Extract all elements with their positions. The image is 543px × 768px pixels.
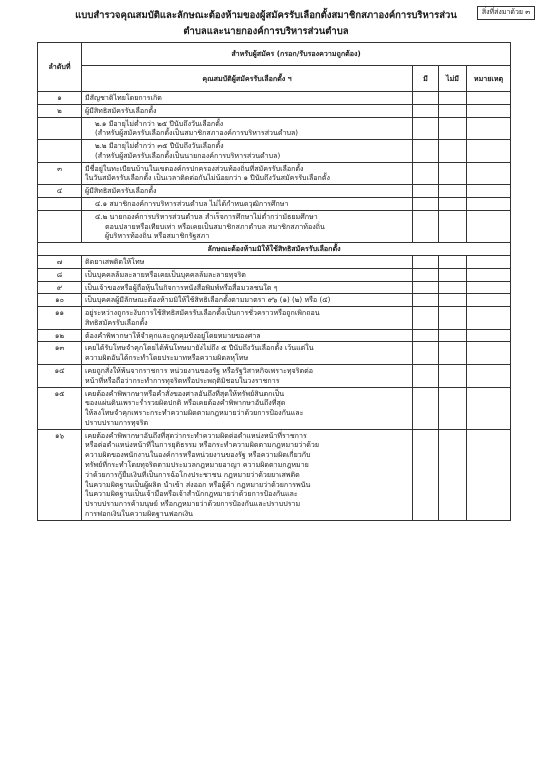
qualification-text <box>82 140 413 163</box>
row-number <box>38 210 82 242</box>
qualification-text <box>82 185 413 198</box>
header-row-1 <box>38 43 511 66</box>
text-line: ปราบปรามการค้ามนุษย์ หรือกฎหมายว่าด้วยการป้องกันและปราบปราม <box>85 499 301 509</box>
row-number <box>38 117 82 140</box>
document-title-line2: ตำบลและนายกองค์การบริหารส่วนตำบล <box>183 26 349 37</box>
qualification-text <box>82 329 413 342</box>
row-number: ๑๓ <box>38 342 82 365</box>
remark-cell[interactable] <box>467 185 511 198</box>
no-cell[interactable] <box>439 268 467 281</box>
remark-cell[interactable] <box>467 307 511 330</box>
row-number: ๑๐ <box>38 294 82 307</box>
row-number: ๑๕ <box>38 387 82 429</box>
attachment-badge: สิ่งที่ส่งมาด้วย ๓ <box>477 6 535 20</box>
qualification-text <box>82 198 413 211</box>
table-row <box>38 281 511 294</box>
text-line: เคยต้องคำพิพากษาหรือคำสั่งของศาลอันถึงที่สุดให้ทรัพย์สินตกเป็น <box>85 388 285 398</box>
row-number: ๔ <box>38 185 82 198</box>
remark-cell[interactable] <box>467 162 511 185</box>
header-qualification: คุณสมบัติผู้สมัครรับเลือกตั้ง ฯ <box>82 66 413 92</box>
yes-cell[interactable] <box>413 140 439 163</box>
yes-cell[interactable] <box>413 342 439 365</box>
remark-cell[interactable] <box>467 342 511 365</box>
table-row <box>38 342 511 365</box>
remark-cell[interactable] <box>467 429 511 520</box>
qualification-text <box>82 162 413 185</box>
text-line: หรือต่อตำแหน่งหน้าที่ในการยุติธรรม หรือกระทำความผิดตามกฎหมายว่าด้วย <box>85 440 319 450</box>
no-cell[interactable] <box>439 210 467 242</box>
remark-cell[interactable] <box>467 329 511 342</box>
no-cell[interactable] <box>439 198 467 211</box>
remark-cell[interactable] <box>467 92 511 105</box>
row-number: ๙ <box>38 281 82 294</box>
text-line: ปราบปรามการทุจริต <box>85 417 149 427</box>
text-line: ต้องคำพิพากษาให้จำคุกและถูกคุมขังอยู่โดยหมายของศาล <box>85 330 261 340</box>
qualification-text <box>82 255 413 268</box>
yes-cell[interactable] <box>413 281 439 294</box>
row-number: ๑ <box>38 92 82 105</box>
qualification-text <box>82 364 413 387</box>
table-row <box>38 268 511 281</box>
row-number: ๑๒ <box>38 329 82 342</box>
header-remark: หมายเหตุ <box>467 66 511 92</box>
table-row <box>38 162 511 185</box>
text-line: สิทธิสมัครรับเลือกตั้ง <box>85 317 148 327</box>
yes-cell[interactable] <box>413 117 439 140</box>
no-cell[interactable] <box>439 342 467 365</box>
no-cell[interactable] <box>439 92 467 105</box>
text-line: การฟอกเงินในความผิดฐานฟอกเงิน <box>85 508 193 518</box>
text-line: ผู้มีสิทธิสมัครรับเลือกตั้ง <box>85 186 157 196</box>
yes-cell[interactable] <box>413 429 439 520</box>
text-line: ของแผ่นดินเพราะร่ำรวยผิดปกติ หรือเคยต้องคำพิพากษาอันถึงที่สุด <box>85 398 286 408</box>
yes-cell[interactable] <box>413 92 439 105</box>
text-line: เคยถูกสั่งให้พ้นจากราชการ หน่วยงานของรัฐ หรือรัฐวิสาหกิจเพราะทุจริตต่อ <box>85 365 313 375</box>
table-row <box>38 104 511 117</box>
yes-cell[interactable] <box>413 268 439 281</box>
remark-cell[interactable] <box>467 117 511 140</box>
no-cell[interactable] <box>439 281 467 294</box>
yes-cell[interactable] <box>413 210 439 242</box>
remark-cell[interactable] <box>467 294 511 307</box>
qualification-text <box>82 294 413 307</box>
qualification-text <box>82 307 413 330</box>
qualification-text <box>82 281 413 294</box>
text-line: เป็นบุคคลผู้มีลักษณะต้องห้ามมิให้ใช้สิทธิเลือกตั้งตามมาตรา ๙๖ (๑) (๒) หรือ (๔) <box>85 295 331 305</box>
text-line: ๒.๒ มีอายุไม่ต่ำกว่า ๓๕ ปีนับถึงวันเลือกตั้ง <box>95 141 224 151</box>
table-row <box>38 364 511 387</box>
remark-cell[interactable] <box>467 281 511 294</box>
table-row <box>38 210 511 242</box>
yes-cell[interactable] <box>413 198 439 211</box>
text-line: มีสัญชาติไทยโดยการเกิด <box>85 93 162 102</box>
text-line: ผู้มีสิทธิสมัครรับเลือกตั้ง <box>85 105 157 115</box>
no-cell[interactable] <box>439 294 467 307</box>
text-line: หน้าที่หรือถือว่ากระทำการทุจริตหรือประพฤติมิชอบในวงราชการ <box>85 375 280 385</box>
yes-cell[interactable] <box>413 104 439 117</box>
text-line: ตอนปลายหรือเทียบเท่า หรือเคยเป็นสมาชิกสภาตำบล สมาชิกสภาท้องถิ่น <box>105 221 325 231</box>
table-row <box>38 255 511 268</box>
table-row <box>38 387 511 429</box>
qualification-text <box>82 387 413 429</box>
qualification-text <box>82 92 413 105</box>
row-number: ๓ <box>38 162 82 185</box>
row-number: ๗ <box>38 255 82 268</box>
header-applicant-group: สำหรับผู้สมัคร (กรอก/รับรองความถูกต้อง) <box>82 43 511 66</box>
table-row <box>38 92 511 105</box>
text-line: ให้ลงโทษจำคุกเพราะกระทำความผิดตามกฎหมายว่าด้วยการป้องกันและ <box>85 408 304 418</box>
document-title-line1: แบบสำรวจคุณสมบัติและลักษณะต้องห้ามของผู้สมัครรับเลือกตั้งสมาชิกสภาองค์การบริหารส่วน <box>75 10 457 21</box>
qualification-text <box>82 104 413 117</box>
remark-cell[interactable] <box>467 255 511 268</box>
remark-cell[interactable] <box>467 140 511 163</box>
no-cell[interactable] <box>439 307 467 330</box>
text-line: ความผิดอันได้กระทำโดยประมาทหรือความผิดลหุโทษ <box>85 353 249 363</box>
qualification-text <box>82 429 413 520</box>
no-cell[interactable] <box>439 255 467 268</box>
text-line: เป็นบุคคลล้มละลายหรือเคยเป็นบุคคลล้มละลายทุจริต <box>85 269 246 279</box>
yes-cell[interactable] <box>413 329 439 342</box>
yes-cell[interactable] <box>413 162 439 185</box>
table-row <box>38 307 511 330</box>
yes-cell[interactable] <box>413 307 439 330</box>
table-row <box>38 294 511 307</box>
text-line: เคยต้องคำพิพากษาอันถึงที่สุดว่ากระทำความผิดต่อตำแหน่งหน้าที่ราชการ <box>85 430 307 440</box>
remark-cell[interactable] <box>467 268 511 281</box>
header-yes: มี <box>413 66 439 92</box>
remark-cell[interactable] <box>467 210 511 242</box>
row-number <box>38 140 82 163</box>
text-line: มีชื่อยู่ในทะเบียนบ้านในเขตองค์กรปกครองส่วนท้องถิ่นที่สมัครรับเลือกตั้ง <box>85 163 304 173</box>
remark-cell[interactable] <box>467 387 511 429</box>
yes-cell[interactable] <box>413 294 439 307</box>
qualification-text <box>82 342 413 365</box>
text-line: อยู่ระหว่างถูกระงับการใช้สิทธิสมัครรับเลือกตั้งเป็นการชั่วคราวหรือถูกเพิกถอน <box>85 308 320 318</box>
yes-cell[interactable] <box>413 387 439 429</box>
table-body <box>38 92 511 521</box>
text-line: ๒.๑ มีอายุไม่ต่ำกว่า ๒๕ ปีนับถึงวันเลือกตั้ง <box>95 118 224 128</box>
header-no: ไม่มี <box>439 66 467 92</box>
header-order: ลำดับที่ <box>38 43 82 92</box>
remark-cell[interactable] <box>467 364 511 387</box>
no-cell[interactable] <box>439 185 467 198</box>
text-line: ๔.๒ นายกองค์การบริหารส่วนตำบล สำเร็จการศึกษาไม่ต่ำกว่ามัธยมศึกษา <box>95 211 318 221</box>
text-line: ทรัพย์ที่กระทำโดยทุจริตตามประมวลกฎหมายอาญา ความผิดตามกฎหมาย <box>85 460 309 469</box>
qualification-table <box>37 42 511 521</box>
table-row <box>38 140 511 163</box>
remark-cell[interactable] <box>467 104 511 117</box>
yes-cell[interactable] <box>413 364 439 387</box>
yes-cell[interactable] <box>413 185 439 198</box>
table-row <box>38 429 511 520</box>
text-line: ในความผิดฐานเป็นผู้ผลิต นำเข้า ส่งออก หรือผู้ค้า กฎหมายว่าด้วยการพนัน <box>85 479 311 489</box>
text-line: ผู้บริหารท้องถิ่น หรือสมาชิกรัฐสภา <box>105 231 210 241</box>
no-cell[interactable] <box>439 329 467 342</box>
text-line: ติดยาเสพติดให้โทษ <box>85 256 145 266</box>
table-row <box>38 185 511 198</box>
no-cell[interactable] <box>439 364 467 387</box>
no-cell[interactable] <box>439 104 467 117</box>
text-line: เป็นเจ้าของหรือผู้ถือหุ้นในกิจการหนังสือพิมพ์หรือสื่อมวลชนใด ๆ <box>85 282 278 292</box>
text-line: เคยได้รับโทษจำคุกโดยได้พ้นโทษมายังไม่ถึง ๕ ปีนับถึงวันเลือกตั้ง เว้นแต่ใน <box>85 343 314 353</box>
text-line: ความผิดของพนักงานในองค์การหรือหน่วยงานของรัฐ หรือความผิดเกี่ยวกับ <box>85 450 311 460</box>
row-number: ๑๑ <box>38 307 82 330</box>
row-number: ๑๖ <box>38 429 82 520</box>
row-number <box>38 198 82 211</box>
qualification-text <box>82 117 413 140</box>
no-cell[interactable] <box>439 140 467 163</box>
text-line: ในวันสมัครรับเลือกตั้ง เป็นเวลาติดต่อกันไม่น้อยกว่า ๑ ปีนับถึงวันสมัครรับเลือกตั้ง <box>85 173 330 183</box>
text-line: ว่าด้วยการกู้ยืมเงินที่เป็นการฉ้อโกงประชาชน กฎหมายว่าด้วยยาเสพติด <box>85 469 300 479</box>
text-line: (สำหรับผู้สมัครรับเลือกตั้งเป็นสมาชิกสภาองค์การบริหารส่วนตำบล) <box>95 128 299 138</box>
header-row-2 <box>38 66 511 92</box>
row-number: ๘ <box>38 268 82 281</box>
row-number: ๒ <box>38 104 82 117</box>
table-row <box>38 329 511 342</box>
no-cell[interactable] <box>439 117 467 140</box>
table-row <box>38 117 511 140</box>
section-heading: ลักษณะต้องห้ามมิให้ใช้สิทธิสมัครรับเลือกตั้ง <box>38 243 511 256</box>
text-line: ในความผิดฐานเป็นเจ้ามือหรือเจ้าสำนักกฎหมายว่าด้วยการป้องกันและ <box>85 489 298 499</box>
section-row <box>38 243 511 256</box>
no-cell[interactable] <box>439 387 467 429</box>
yes-cell[interactable] <box>413 255 439 268</box>
text-line: (สำหรับผู้สมัครรับเลือกตั้งเป็นนายกองค์การบริหารส่วนตำบล) <box>95 150 281 160</box>
text-line: ๔.๑ สมาชิกองค์การบริหารส่วนตำบล ไม่ได้กำหนดวุฒิการศึกษา <box>95 199 289 209</box>
remark-cell[interactable] <box>467 198 511 211</box>
no-cell[interactable] <box>439 429 467 520</box>
qualification-text <box>82 268 413 281</box>
table-row <box>38 198 511 211</box>
no-cell[interactable] <box>439 162 467 185</box>
qualification-text <box>82 210 413 242</box>
row-number: ๑๔ <box>38 364 82 387</box>
